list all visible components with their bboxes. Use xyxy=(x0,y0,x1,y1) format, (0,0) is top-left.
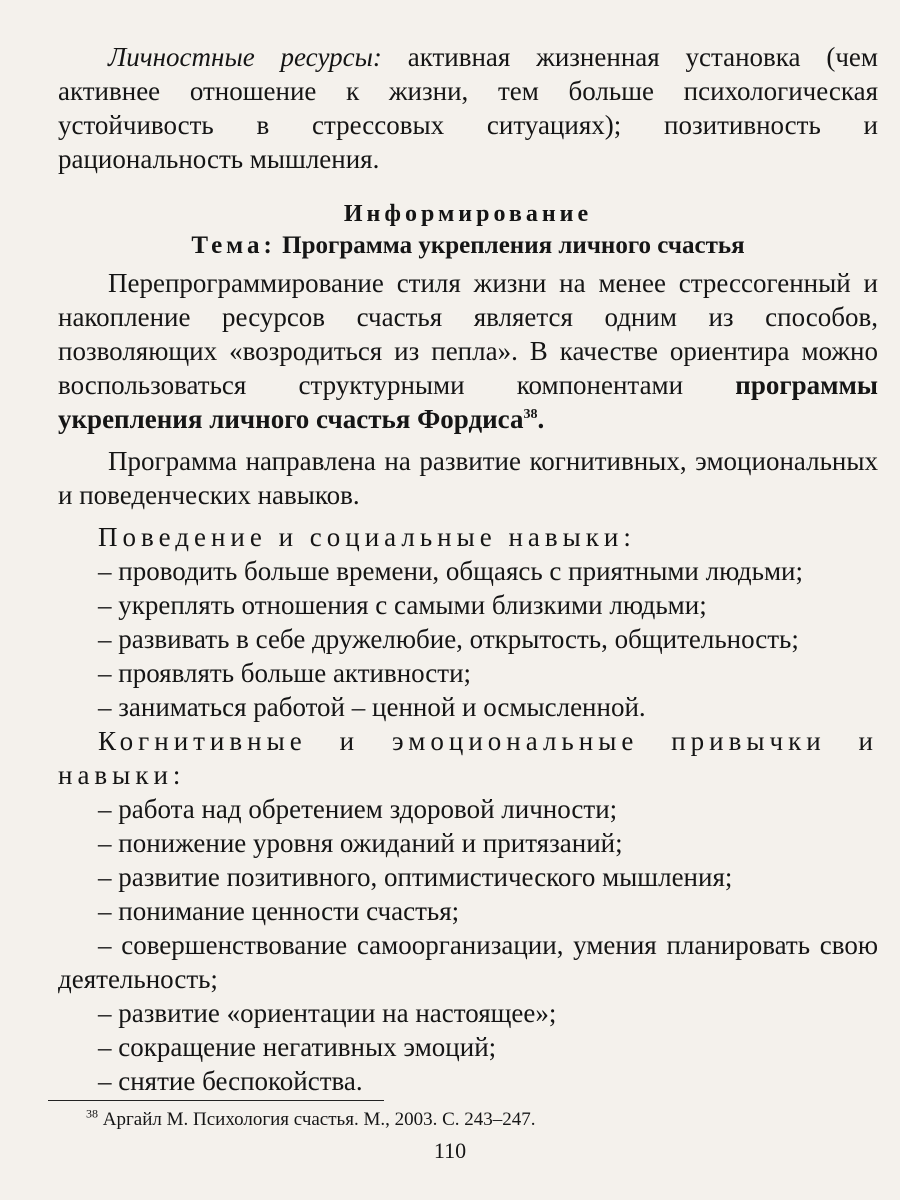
behavior-heading: Поведение и социальные навыки: xyxy=(98,522,636,552)
paragraph-skills: Программа направлена на развитие когнитивных, эмоциональных и поведенческих навыков. xyxy=(58,446,878,510)
paragraph-end: . xyxy=(537,404,545,434)
page-body xyxy=(58,40,878,1098)
topic-name: Программа укрепления личного счастья xyxy=(282,232,745,259)
footnote-divider xyxy=(48,1100,384,1101)
intro-paragraph xyxy=(58,40,878,176)
list-item: – развитие позитивного, оптимистического мышления; xyxy=(98,862,733,892)
list-item: – сокращение негативных эмоций; xyxy=(98,1032,497,1062)
list-item: – укреплять отношения с самыми близкими людьми; xyxy=(98,590,707,620)
list-item: – проявлять больше активности; xyxy=(98,658,472,688)
intro-text: активная жизненная установка (чем активнее отношение к жизни, тем больше психологическая устойчивость в стрессовых ситуациях); позитивность и рациональность мышления. xyxy=(58,42,878,174)
section-heading: Информирование xyxy=(343,201,593,227)
footnote-number: 38 xyxy=(86,1106,98,1121)
footnote-ref[interactable]: 38 xyxy=(523,407,538,422)
list-item: – развивать в себе дружелюбие, открытость, общительность; xyxy=(98,624,799,654)
footnote-text: Аргайл М. Психология счастья. М., 2003. С. 243–247. xyxy=(98,1109,536,1130)
paragraph-program-text: Перепрограммирование стиля жизни на менее стрессогенный и накопление ресурсов счастья является одним из способов, позволяющих «возродиться из пепла». В качестве ориентира можно воспользоваться структурными компонентами xyxy=(58,268,878,400)
list-item: – развитие «ориентации на настоящее»; xyxy=(98,998,557,1028)
list-item: – снятие беспокойства. xyxy=(98,1066,363,1096)
list-item: – понимание ценности счастья; xyxy=(98,896,460,926)
list-item: – совершенствование самоорганизации, умения планировать свою деятельность; xyxy=(58,930,878,994)
paragraph-program xyxy=(58,266,878,436)
list-item: – проводить больше времени, общаясь с приятными людьми; xyxy=(98,556,803,586)
program-name: программы укрепления личного счастья Фордиса xyxy=(58,370,878,434)
list-item: – заниматься работой – ценной и осмысленной. xyxy=(98,692,646,722)
page-number: 110 xyxy=(433,1138,467,1163)
topic-label: Тема: xyxy=(191,232,276,259)
list-item: – понижение уровня ожиданий и притязаний; xyxy=(98,828,623,858)
intro-label: Личностные ресурсы: xyxy=(108,42,382,72)
footnote xyxy=(86,1108,536,1132)
cognitive-heading: Когнитивные и эмоциональные привычки и навыки: xyxy=(58,726,878,790)
list-item: – работа над обретением здоровой личности; xyxy=(98,794,618,824)
topic-title xyxy=(58,230,878,262)
